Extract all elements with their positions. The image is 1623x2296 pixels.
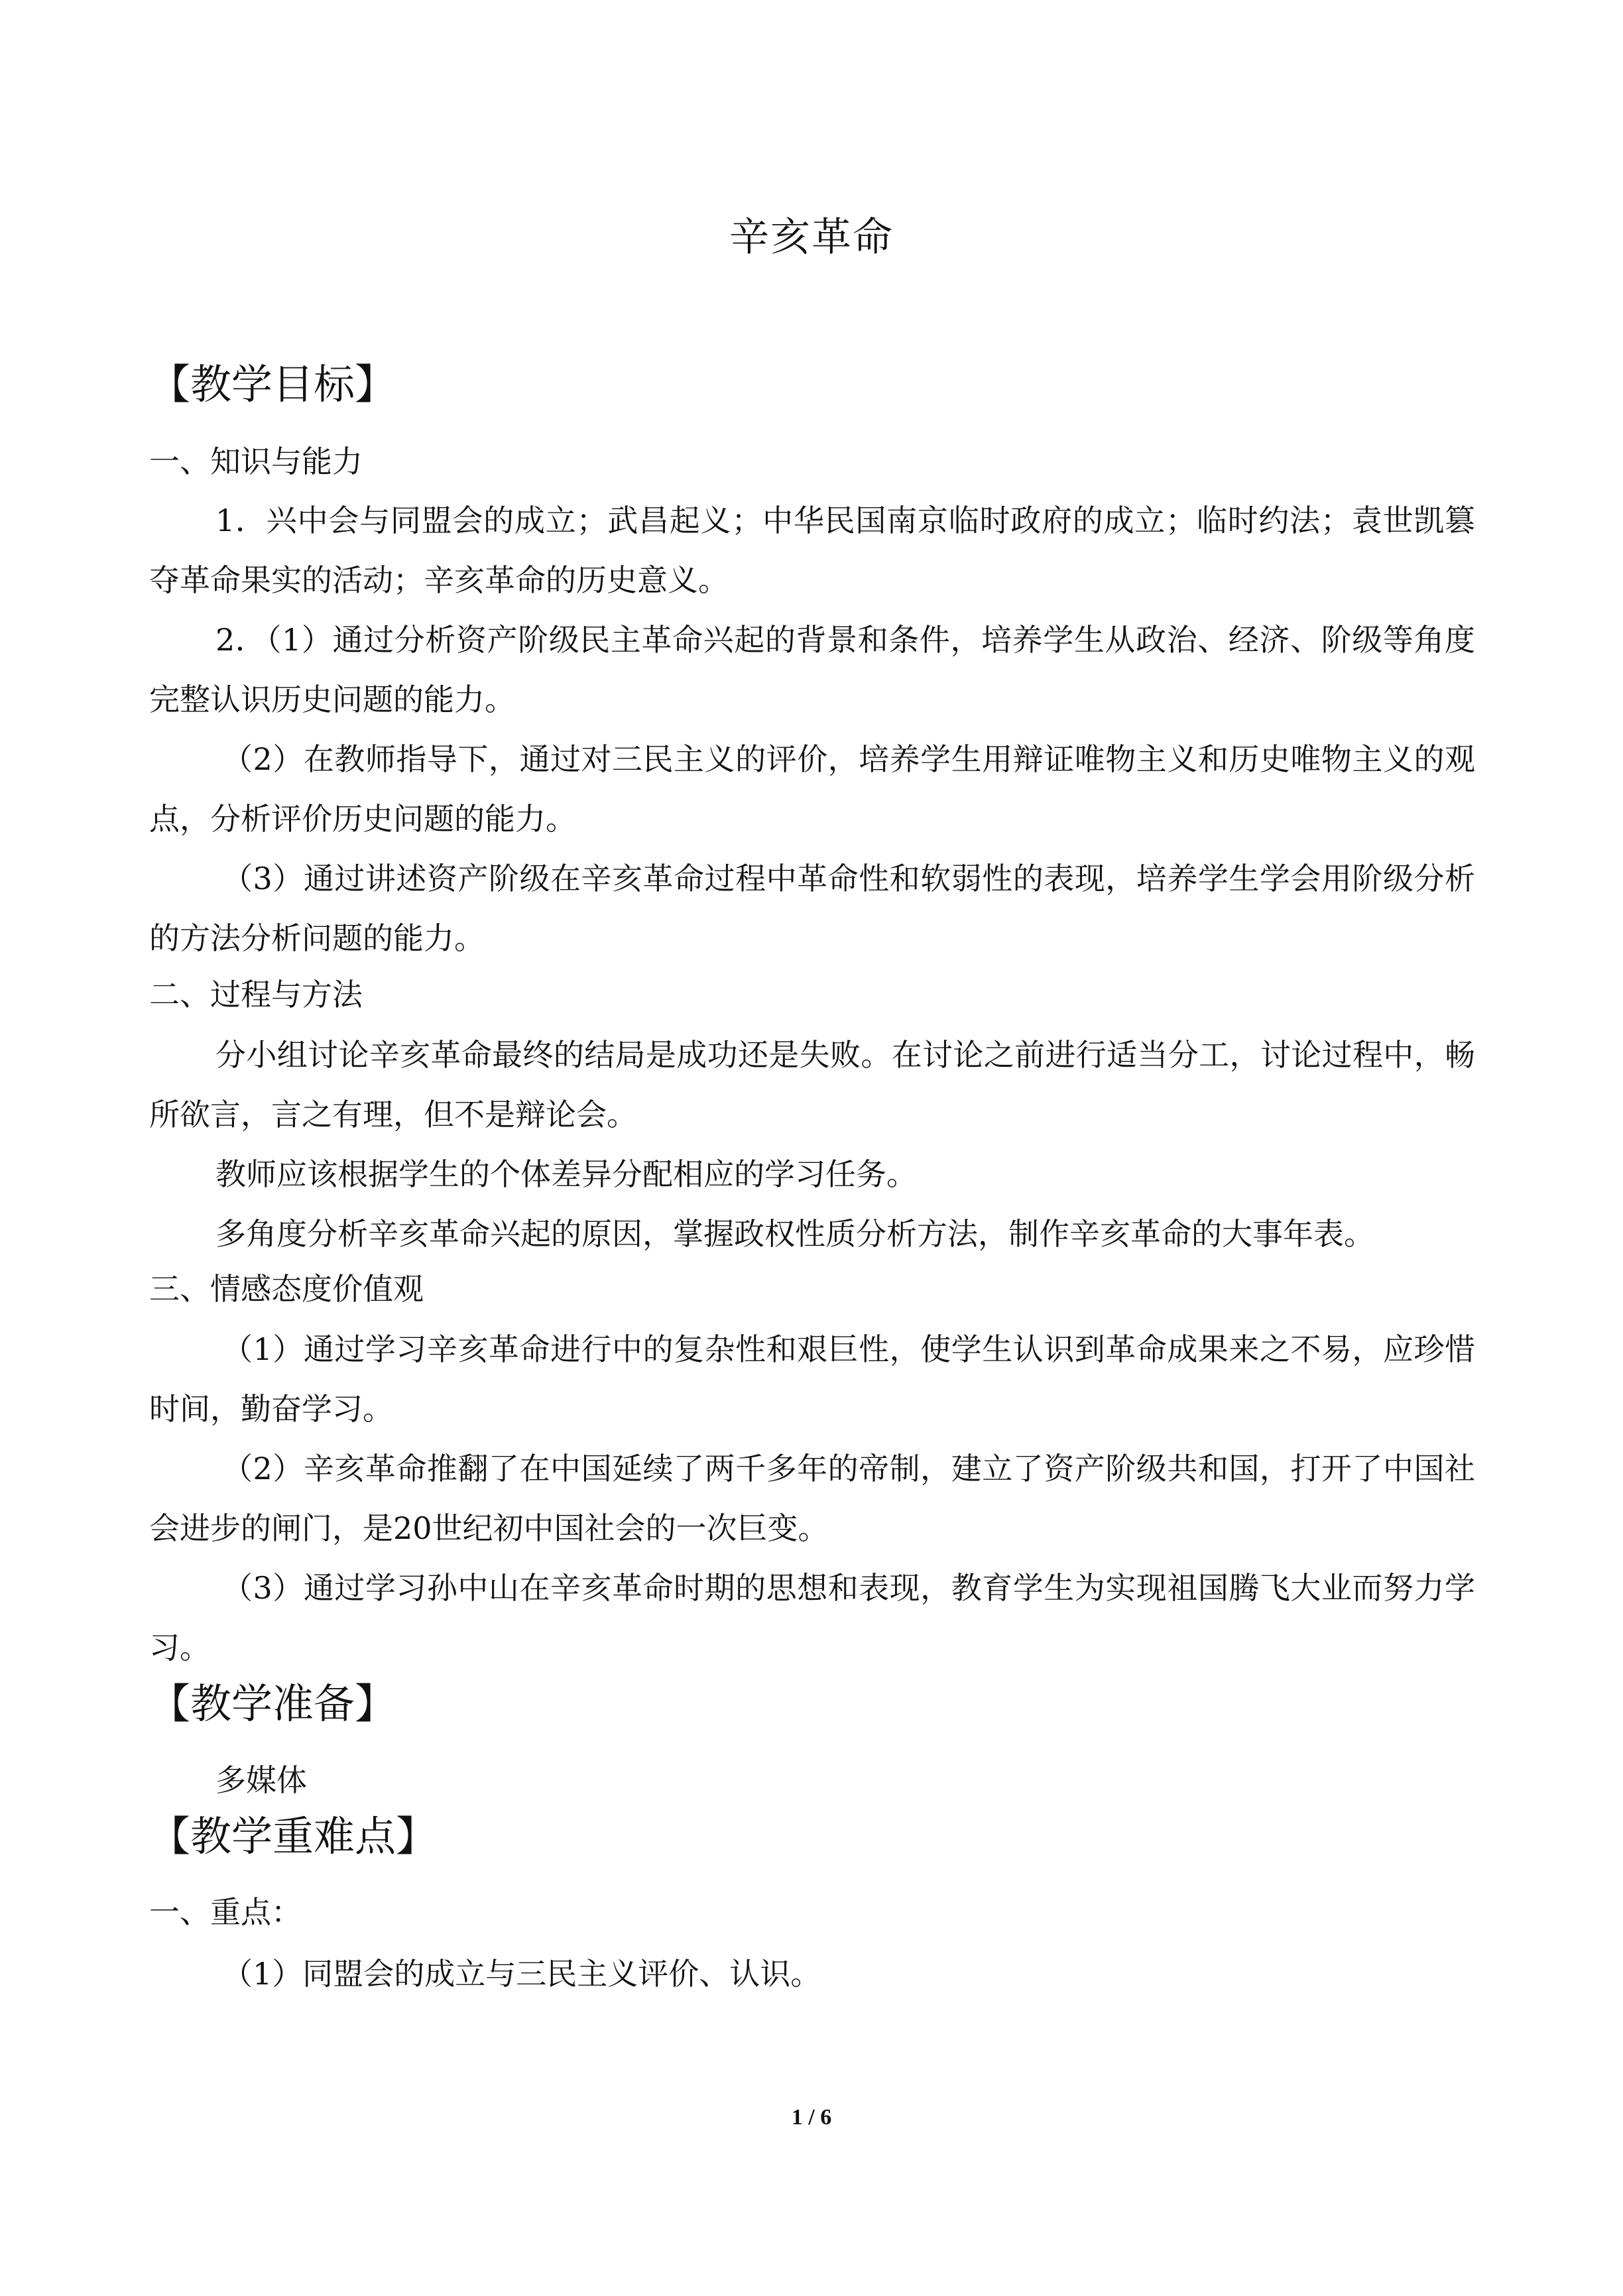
- paragraph-f1: （1）同盟会的成立与三民主义评价、认识。: [222, 1956, 821, 1992]
- document-title: 辛亥革命: [729, 214, 894, 261]
- section-heading-objectives: 【教学目标】: [149, 360, 396, 408]
- sub-heading-knowledge: 一、知识与能力: [149, 444, 363, 479]
- section-heading-key-points: 【教学重难点】: [149, 1812, 438, 1860]
- paragraph-e1: （1）通过学习辛亥革命进行中的复杂性和艰巨性，使学生认识到革命成果来之不易，应珍惜时间，勤奋学习。: [149, 1331, 1475, 1427]
- paragraph-k4: （3）通过讲述资产阶级在辛亥革命过程中革命性和软弱性的表现，培养学生学会用阶级分析的方法分析问题的能力。: [149, 861, 1475, 956]
- paragraph-preparation: 多媒体: [215, 1762, 307, 1798]
- paragraph-k1: 1．兴中会与同盟会的成立；武昌起义；中华民国南京临时政府的成立；临时约法；袁世凯篡夺革命果实的活动；辛亥革命的历史意义。: [149, 503, 1475, 598]
- paragraph-k3: （2）在教师指导下，通过对三民主义的评价，培养学生用辩证唯物主义和历史唯物主义的观点，分析评价历史问题的能力。: [149, 741, 1475, 837]
- sub-heading-emotion: 三、情感态度价值观: [149, 1271, 424, 1307]
- sub-heading-process: 二、过程与方法: [149, 977, 363, 1012]
- page-number: 1 / 6: [791, 2105, 832, 2130]
- document-body: [149, 358, 1475, 2004]
- paragraph-e2: （2）辛亥革命推翻了在中国延续了两千多年的帝制，建立了资产阶级共和国，打开了中国社会进步的闸门，是20世纪初中国社会的一次巨变。: [149, 1451, 1475, 1546]
- paragraph-k2: 2．（1）通过分析资产阶级民主革命兴起的背景和条件，培养学生从政治、经济、阶级等角度完整认识历史问题的能力。: [149, 622, 1475, 717]
- section-heading-preparation: 【教学准备】: [149, 1679, 396, 1728]
- paragraph-p1: 分小组讨论辛亥革命最终的结局是成功还是失败。在讨论之前进行适当分工，讨论过程中，畅所欲言，言之有理，但不是辩论会。: [149, 1037, 1475, 1132]
- paragraph-p2: 教师应该根据学生的个体差异分配相应的学习任务。: [215, 1156, 917, 1192]
- paragraph-p3: 多角度分析辛亥革命兴起的原因，掌握政权性质分析方法，制作辛亥革命的大事年表。: [215, 1216, 1374, 1252]
- sub-heading-focus: 一、重点：: [149, 1894, 302, 1930]
- paragraph-e3: （3）通过学习孙中山在辛亥革命时期的思想和表现，教育学生为实现祖国腾飞大业而努力学习。: [149, 1570, 1475, 1665]
